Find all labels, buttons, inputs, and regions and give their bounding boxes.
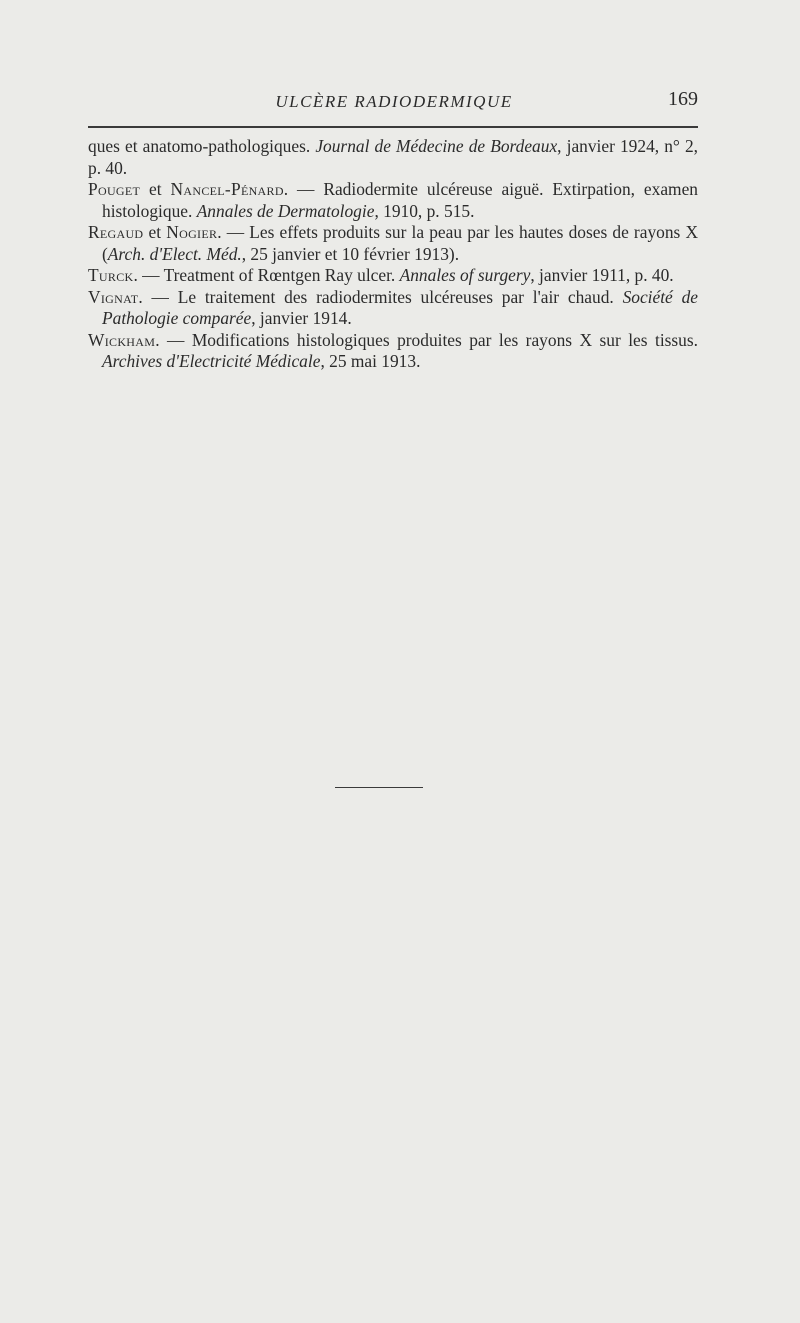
publication-title: Annales of surgery bbox=[399, 265, 531, 285]
reference-text: , janvier 1911, p. 40. bbox=[530, 265, 674, 285]
publication-title: Archives d'Electricité Médicale bbox=[102, 351, 321, 371]
reference-entry bbox=[88, 330, 698, 373]
reference-text: ques et anatomo-pathologiques. bbox=[88, 136, 316, 156]
reference-entry bbox=[88, 136, 698, 179]
author-name: Nogier bbox=[166, 222, 218, 242]
page-number: 169 bbox=[668, 88, 698, 110]
running-head bbox=[88, 88, 700, 116]
publication-title: Société de Pathologie comparée bbox=[102, 286, 698, 328]
author-name: Pouget bbox=[88, 179, 141, 199]
running-title: ULCÈRE RADIODERMIQUE bbox=[275, 92, 513, 111]
reference-text: . — Les effets produits sur la peau par les hautes doses de rayons X ( bbox=[102, 222, 698, 264]
reference-text: , janvier 1914. bbox=[251, 308, 352, 328]
reference-text: et bbox=[140, 179, 171, 199]
bibliography-list bbox=[88, 136, 698, 373]
reference-text: et bbox=[143, 222, 167, 242]
reference-text: . — Treatment of Rœntgen Ray ulcer. bbox=[133, 265, 400, 285]
reference-text: . — Modifications histologiques produites par les rayons X sur les tissus. bbox=[155, 329, 698, 350]
author-name: Vignat bbox=[88, 286, 139, 307]
reference-entry bbox=[88, 287, 698, 330]
reference-entry bbox=[88, 222, 698, 265]
publication-title: Arch. d'Elect. Méd. bbox=[107, 243, 242, 264]
header-rule bbox=[88, 126, 698, 128]
reference-entry bbox=[88, 265, 698, 287]
reference-entry bbox=[88, 179, 698, 222]
reference-text: , janvier 1924, n° 2, p. 40. bbox=[88, 136, 699, 178]
reference-text: , 25 janvier et 10 février 1913). bbox=[241, 243, 460, 264]
reference-text: . — Radiodermite ulcéreuse aiguë. Extirpation, examen histologique. bbox=[102, 179, 698, 221]
reference-text: . — Le traitement des radiodermites ulcéreuses par l'air chaud. bbox=[138, 286, 623, 307]
publication-title: Journal de Médecine de Bordeaux bbox=[315, 136, 558, 156]
reference-text: , 25 mai 1913. bbox=[320, 351, 421, 371]
end-rule bbox=[335, 787, 423, 788]
reference-text: , 1910, p. 515. bbox=[374, 200, 475, 221]
author-name: Regaud bbox=[88, 222, 144, 242]
author-name: Turck bbox=[88, 265, 134, 285]
publication-title: Annales de Dermatologie bbox=[196, 200, 375, 221]
author-name: Nancel-Pénard bbox=[170, 179, 284, 199]
author-name: Wickham bbox=[88, 329, 156, 350]
